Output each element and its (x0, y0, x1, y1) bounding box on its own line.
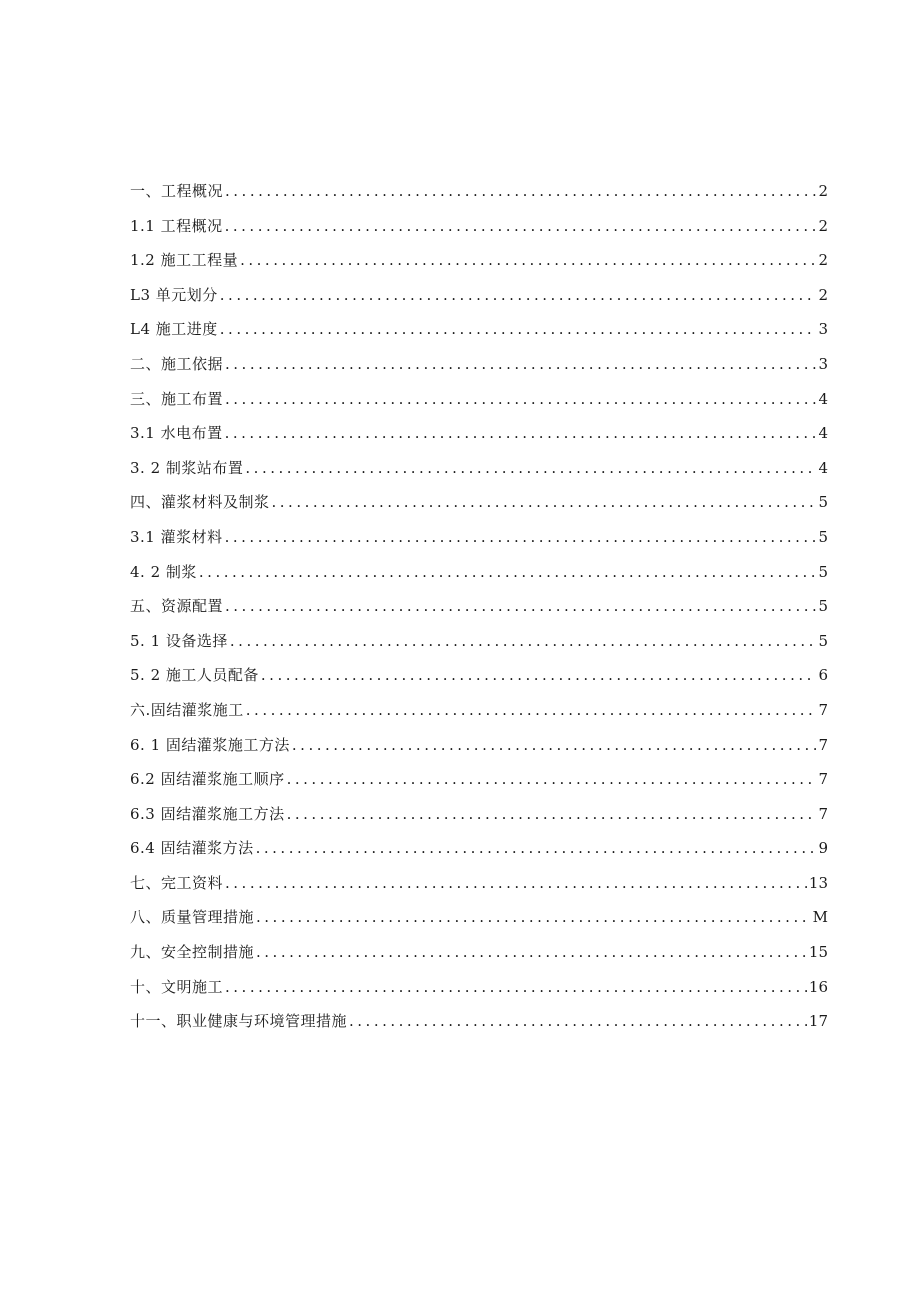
toc-entry-title: 5. 2 施工人员配备 (130, 666, 259, 685)
toc-dot-leader (220, 320, 817, 338)
toc-entry[interactable] (130, 1010, 828, 1045)
toc-entry-page: 16 (808, 977, 828, 996)
toc-entry-page: M (812, 908, 828, 927)
toc-entry-title: 六.固结灌浆施工 (130, 700, 244, 719)
toc-dot-leader (272, 493, 817, 511)
toc-entry[interactable] (130, 561, 828, 596)
toc-entry[interactable] (130, 215, 828, 250)
toc-entry-title: 6.4 固结灌浆方法 (130, 839, 254, 858)
toc-dot-leader (245, 459, 816, 477)
toc-entry-page: 15 (808, 943, 828, 962)
toc-entry-title: 5. 1 设备选择 (130, 631, 228, 650)
toc-dot-leader (225, 182, 816, 200)
toc-entry-page: 7 (818, 770, 828, 789)
toc-entry[interactable] (130, 353, 828, 388)
toc-entry-title: 三、施工布置 (130, 389, 224, 408)
toc-entry-page: 5 (818, 597, 828, 616)
toc-entry[interactable] (130, 180, 828, 215)
toc-entry-title: L4 施工进度 (130, 320, 218, 339)
toc-dot-leader (220, 286, 817, 304)
toc-entry[interactable] (130, 284, 828, 319)
toc-entry-page: 3 (818, 320, 828, 339)
toc-entry-page: 4 (818, 424, 828, 443)
toc-entry-page: 6 (818, 666, 828, 685)
toc-entry[interactable] (130, 595, 828, 630)
toc-entry-title: L3 单元划分 (130, 285, 218, 304)
toc-entry-page: 4 (818, 458, 828, 477)
toc-entry-page: 5 (818, 631, 828, 650)
toc-entry-page: 2 (818, 182, 828, 200)
toc-entry[interactable] (130, 906, 828, 941)
toc-dot-leader (225, 217, 817, 235)
toc-entry[interactable] (130, 457, 828, 492)
toc-entry[interactable] (130, 422, 828, 457)
toc-dot-leader (256, 908, 811, 926)
toc-entry-title: 二、施工依据 (130, 354, 224, 373)
toc-dot-leader (256, 839, 817, 857)
toc-dot-leader (349, 1012, 807, 1030)
toc-entry-title: 6.3 固结灌浆施工方法 (130, 804, 285, 823)
toc-entry-page: 7 (818, 735, 828, 754)
toc-dot-leader (287, 770, 817, 788)
toc-entry[interactable] (130, 526, 828, 561)
toc-entry[interactable] (130, 976, 828, 1011)
toc-dot-leader (256, 943, 807, 961)
toc-entry-title: 四、灌浆材料及制浆 (130, 493, 270, 512)
toc-dot-leader (225, 424, 817, 442)
toc-entry[interactable] (130, 872, 828, 907)
toc-entry[interactable] (130, 768, 828, 803)
toc-entry-page: 2 (818, 251, 828, 270)
toc-dot-leader (246, 701, 817, 719)
toc-dot-leader (225, 597, 816, 615)
toc-entry[interactable] (130, 318, 828, 353)
toc-entry[interactable] (130, 388, 828, 423)
toc-entry-page: 7 (818, 700, 828, 719)
toc-entry[interactable] (130, 734, 828, 769)
toc-entry[interactable] (130, 699, 828, 734)
toc-entry-title: 3. 2 制浆站布置 (130, 458, 244, 477)
toc-entry[interactable] (130, 630, 828, 665)
toc-entry[interactable] (130, 249, 828, 284)
toc-entry[interactable] (130, 491, 828, 526)
toc-entry-title: 1.2 施工工程量 (130, 251, 239, 270)
toc-dot-leader (199, 563, 817, 581)
toc-entry-title: 6. 1 固结灌浆施工方法 (130, 735, 290, 754)
toc-entry-title: 八、质量管理措施 (130, 908, 255, 927)
toc-entry[interactable] (130, 837, 828, 872)
toc-entry[interactable] (130, 664, 828, 699)
toc-entry-page: 3 (818, 354, 828, 373)
toc-dot-leader (225, 355, 816, 373)
toc-entry-page: 2 (818, 216, 828, 235)
toc-entry-page: 2 (818, 285, 828, 304)
toc-entry[interactable] (130, 941, 828, 976)
toc-entry-title: 6.2 固结灌浆施工顺序 (130, 770, 285, 789)
toc-entry[interactable] (130, 803, 828, 838)
toc-dot-leader (292, 736, 817, 754)
toc-entry-page: 13 (808, 873, 828, 892)
toc-entry-page: 17 (808, 1012, 828, 1031)
toc-dot-leader (225, 528, 817, 546)
toc-entry-title: 4. 2 制浆 (130, 562, 197, 581)
table-of-contents (130, 180, 828, 1045)
toc-entry-page: 5 (818, 562, 828, 581)
toc-entry-title: 1.1 工程概况 (130, 216, 223, 235)
toc-entry-title: 十、文明施工 (130, 977, 224, 996)
toc-dot-leader (225, 390, 816, 408)
toc-dot-leader (230, 632, 817, 650)
toc-entry-title: 十一、职业健康与环境管理措施 (130, 1012, 348, 1031)
toc-entry-title: 五、资源配置 (130, 597, 224, 616)
toc-entry-title: 一、工程概况 (130, 182, 224, 200)
toc-dot-leader (261, 666, 817, 684)
toc-dot-leader (240, 251, 816, 269)
toc-entry-title: 3.1 灌浆材料 (130, 527, 223, 546)
toc-entry-page: 9 (818, 839, 828, 858)
toc-entry-page: 7 (818, 804, 828, 823)
toc-entry-page: 5 (818, 493, 828, 512)
toc-entry-page: 5 (818, 527, 828, 546)
toc-entry-title: 3.1 水电布置 (130, 424, 223, 443)
toc-entry-title: 七、完工资料 (130, 873, 224, 892)
toc-entry-page: 4 (818, 389, 828, 408)
toc-entry-title: 九、安全控制措施 (130, 943, 255, 962)
toc-dot-leader (287, 805, 817, 823)
toc-dot-leader (225, 978, 807, 996)
toc-dot-leader (225, 874, 807, 892)
